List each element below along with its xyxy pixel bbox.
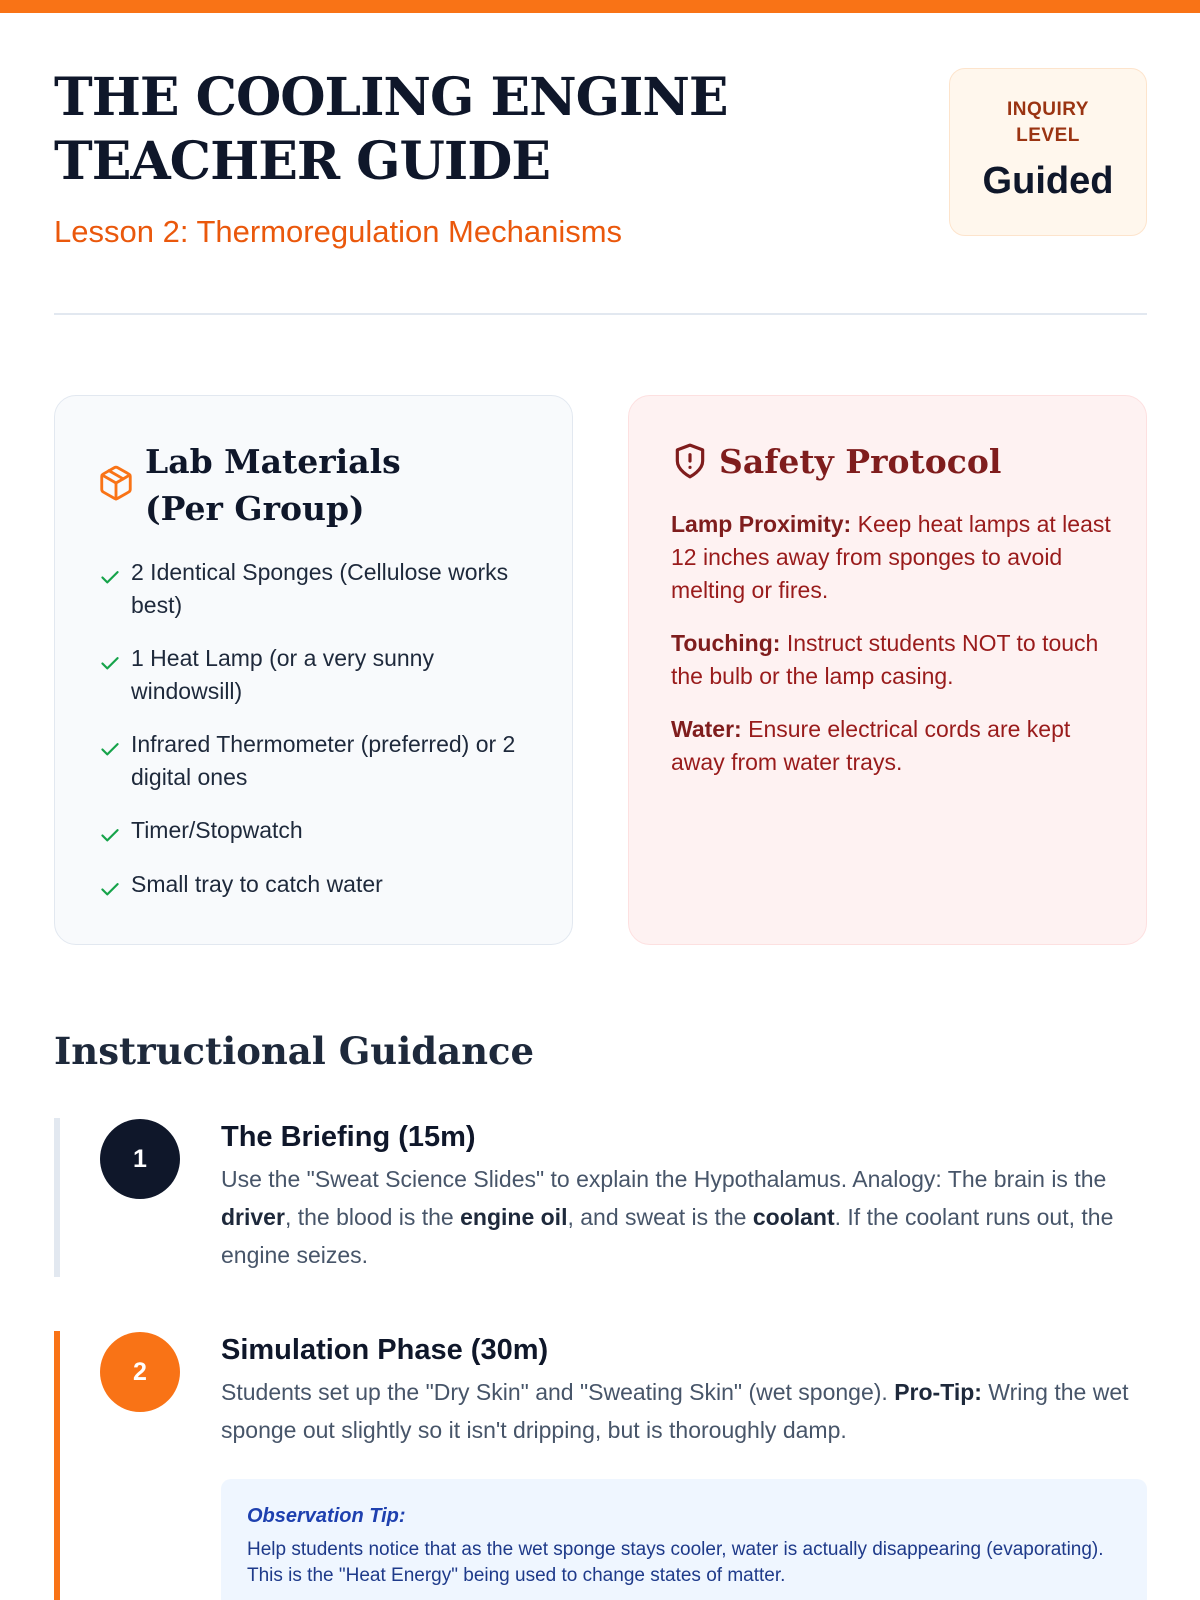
safety-rule-label: Touching: bbox=[671, 630, 781, 656]
materials-list bbox=[97, 556, 537, 922]
step-text-part: , the blood is the bbox=[284, 1204, 461, 1230]
header-divider bbox=[54, 313, 1147, 315]
safety-rule-touching bbox=[671, 627, 1121, 693]
guidance-step-briefing bbox=[54, 1118, 1147, 1277]
lab-materials-title: Lab Materials (Per Group) bbox=[145, 442, 401, 528]
step-number-badge: 2 bbox=[100, 1332, 180, 1412]
inquiry-level-badge bbox=[949, 68, 1147, 236]
material-item-text: 1 Heat Lamp (or a very sunny windowsill) bbox=[131, 645, 434, 704]
safety-rule-label: Lamp Proximity: bbox=[671, 511, 852, 537]
box-icon bbox=[97, 464, 135, 502]
material-item-text: Infrared Thermometer (preferred) or 2 digital ones bbox=[131, 731, 516, 790]
instructional-guidance-title: Instructional Guidance bbox=[54, 1029, 535, 1073]
inquiry-level-value: Guided bbox=[982, 160, 1114, 202]
lab-materials-card bbox=[54, 395, 573, 945]
top-accent-bar bbox=[0, 0, 1200, 13]
step-text-part: Students set up the "Dry Skin" and "Sweating Skin" (wet sponge). bbox=[221, 1379, 895, 1405]
material-item-text: Timer/Stopwatch bbox=[131, 817, 303, 843]
guidance-step-simulation bbox=[54, 1331, 1147, 1600]
safety-rule-text: Instruct students NOT to touch the bulb or the lamp casing. bbox=[671, 630, 1099, 689]
step-title: The Briefing (15m) bbox=[221, 1121, 476, 1153]
lab-materials-header bbox=[97, 438, 465, 532]
safety-rules bbox=[671, 508, 1121, 799]
check-icon bbox=[97, 736, 123, 762]
list-item bbox=[97, 642, 537, 708]
step-rail bbox=[54, 1331, 60, 1600]
step-text-part: . If the coolant runs out, the engine seizes. bbox=[221, 1204, 1114, 1268]
safety-rule-text: Keep heat lamps at least 12 inches away from sponges to avoid melting or fires. bbox=[671, 511, 1111, 603]
safety-rule-label: Water: bbox=[671, 716, 742, 742]
step-text-part: Wring the wet sponge out slightly so it isn't dripping, but is thoroughly damp. bbox=[221, 1379, 1129, 1443]
step-content bbox=[221, 1331, 1147, 1600]
lesson-subtitle: Lesson 2: Thermoregulation Mechanisms bbox=[54, 214, 623, 249]
inquiry-level-label bbox=[950, 97, 1146, 149]
safety-protocol-card bbox=[628, 395, 1147, 945]
safety-protocol-title: Safety Protocol bbox=[719, 442, 1002, 481]
step-bold-term: coolant bbox=[752, 1204, 835, 1230]
safety-protocol-header bbox=[671, 438, 1119, 485]
inquiry-level-label-line-2: LEVEL bbox=[1016, 125, 1080, 146]
observation-tip-title: Observation Tip: bbox=[247, 1505, 406, 1527]
step-bold-term: Pro-Tip: bbox=[894, 1379, 982, 1405]
page-title bbox=[54, 66, 854, 194]
step-description bbox=[221, 1373, 1147, 1449]
observation-tip-text: Help students notice that as the wet sponge stays cooler, water is actually disappearing (evaporating). This is the "Heat Energy" being used to change states of matter. bbox=[247, 1539, 1104, 1586]
check-icon bbox=[97, 650, 123, 676]
safety-rule-text: Ensure electrical cords are kept away from water trays. bbox=[671, 716, 1071, 775]
page-header bbox=[54, 66, 1147, 266]
step-description bbox=[221, 1160, 1147, 1274]
list-item bbox=[97, 868, 537, 902]
safety-rule-water bbox=[671, 713, 1121, 779]
step-title: Simulation Phase (30m) bbox=[221, 1334, 549, 1366]
step-bold-term: engine oil bbox=[460, 1204, 568, 1230]
material-item-text: 2 Identical Sponges (Cellulose works best) bbox=[131, 559, 509, 618]
step-number-badge: 1 bbox=[100, 1119, 180, 1199]
check-icon bbox=[97, 822, 123, 848]
step-rail bbox=[54, 1118, 60, 1277]
list-item bbox=[97, 728, 537, 794]
step-bold-term: driver bbox=[221, 1204, 285, 1230]
shield-alert-icon bbox=[671, 442, 709, 480]
page-title-line-2: TEACHER GUIDE bbox=[54, 131, 550, 192]
list-item bbox=[97, 556, 537, 622]
page-title-line-1: THE COOLING ENGINE bbox=[54, 67, 728, 128]
inquiry-level-label-line-1: INQUIRY bbox=[1007, 99, 1089, 120]
list-item bbox=[97, 814, 537, 848]
material-item-text: Small tray to catch water bbox=[131, 871, 383, 897]
check-icon bbox=[97, 876, 123, 902]
check-icon bbox=[97, 564, 123, 590]
observation-tip-callout bbox=[221, 1479, 1147, 1600]
safety-rule-lamp-proximity bbox=[671, 508, 1121, 607]
step-content bbox=[221, 1118, 1147, 1274]
step-text-part: Use the "Sweat Science Slides" to explain the Hypothalamus. Analogy: The brain is the bbox=[221, 1166, 1107, 1192]
step-text-part: , and sweat is the bbox=[567, 1204, 753, 1230]
